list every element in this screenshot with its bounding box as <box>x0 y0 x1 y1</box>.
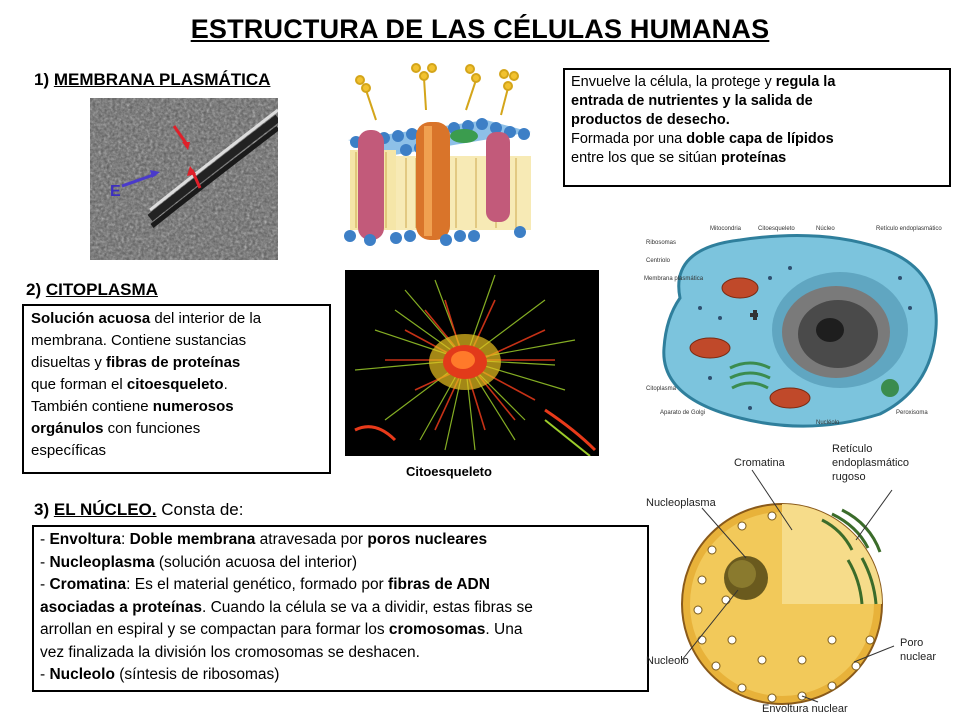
text-line <box>31 418 322 440</box>
label-ribosomas: Ribosomas <box>646 240 677 246</box>
text-run: Formada por una <box>571 131 687 147</box>
label-reticulo-2: endoplasmático <box>832 457 910 469</box>
label-nucleolo: Nucléolo <box>816 420 840 426</box>
text-run: . <box>223 376 228 393</box>
label-golgi: Aparato de Golgi <box>660 410 706 416</box>
membrane-micrograph <box>90 98 278 260</box>
text-line <box>571 111 943 130</box>
text-run: Envuelve la célula, la protege y <box>571 74 776 90</box>
text-run: membrana. Contiene sustancias <box>31 332 247 349</box>
text-line <box>40 619 641 642</box>
label-mitocondria: Mitocondria <box>710 226 742 232</box>
text-line <box>31 440 322 462</box>
label-poro-2: nuclear <box>900 651 937 663</box>
bold-text-run: Nucleoplasma <box>49 553 155 571</box>
bold-text-run: productos de desecho. <box>571 112 730 128</box>
text-run: específicas <box>31 442 107 459</box>
text-line <box>31 374 322 396</box>
text-line <box>571 92 943 111</box>
nucleo-number: 3) <box>34 500 50 519</box>
nucleo-heading <box>34 500 243 520</box>
text-run: : <box>120 531 130 548</box>
text-run: - <box>40 531 50 548</box>
nucleo-title-suffix: Consta de: <box>161 500 244 519</box>
text-run: entre los que se sitúan <box>571 150 721 166</box>
bold-text-run: Cromatina <box>49 576 127 593</box>
text-line <box>571 73 943 92</box>
membrana-title: MEMBRANA PLASMÁTICA <box>53 70 271 89</box>
text-run: - <box>40 553 50 571</box>
text-run: - <box>40 576 50 593</box>
text-run: También contiene <box>31 398 153 415</box>
nucleo-description-box <box>32 525 649 692</box>
bold-text-run: cromosomas <box>388 621 486 638</box>
text-run: que forman el <box>31 376 127 393</box>
label-envoltura: Envoltura nuclear <box>762 703 848 715</box>
text-line <box>571 130 943 149</box>
bold-text-run: doble capa de lípidos <box>686 131 834 147</box>
label-cromatina: Cromatina <box>734 457 785 469</box>
bold-text-run: asociadas a proteínas <box>40 598 202 616</box>
page-title: ESTRUCTURA DE LAS CÉLULAS HUMANAS <box>190 14 770 44</box>
label-nucleoplasma: Nucleoplasma <box>646 497 716 509</box>
nucleo-title: EL NÚCLEO. <box>53 500 157 519</box>
membrana-heading <box>34 70 270 90</box>
nucleus-diagram <box>642 440 958 716</box>
bold-text-run: Nucleolo <box>49 666 115 683</box>
animal-cell-diagram <box>640 218 954 442</box>
label-reticulo-1: Retículo <box>832 443 873 455</box>
citoplasma-description-box <box>22 304 331 474</box>
text-run: (síntesis de ribosomas) <box>114 666 280 683</box>
text-line <box>40 574 641 597</box>
text-run: arrollan en espiral y se compactan para formar los <box>40 621 389 638</box>
label-citoplasma: Citoplasma <box>646 386 677 392</box>
bold-text-run: Solución acuosa <box>31 310 151 327</box>
cytoskeleton-fluorescence-image <box>345 270 599 456</box>
bold-text-run: regula la <box>775 74 836 90</box>
text-run: (solución acuosa del interior) <box>154 553 358 571</box>
label-nucleo: Núcleo <box>816 226 835 232</box>
cytoskeleton-caption: Citoesqueleto <box>406 464 492 479</box>
text-run: . Una <box>485 621 523 638</box>
text-line <box>40 642 641 665</box>
text-line <box>31 330 322 352</box>
text-line <box>40 529 641 552</box>
bold-text-run: citoesqueleto <box>126 376 224 393</box>
membrane-bilayer-illustration <box>336 60 536 250</box>
label-peroxisoma: Peroxisoma <box>896 410 928 416</box>
bold-text-run: numerosos <box>152 398 234 415</box>
micrograph-label: E <box>110 183 121 200</box>
label-reticulo: Retículo endoplasmático <box>876 226 942 232</box>
bold-text-run: fibras de ADN <box>388 576 490 593</box>
text-run: con funciones <box>103 420 201 437</box>
label-citoesqueleto: Citoesqueleto <box>758 226 795 232</box>
bold-text-run: entrada de nutrientes y la salida de <box>571 93 813 109</box>
text-run: atravesada por <box>255 531 368 548</box>
text-line <box>40 552 641 575</box>
text-line <box>31 308 322 330</box>
label-membrana: Membrana plasmática <box>644 276 704 282</box>
label-poro-1: Poro <box>900 637 924 649</box>
text-line <box>40 597 641 620</box>
membrana-description-box <box>563 68 951 187</box>
bold-text-run: Envoltura <box>49 531 121 548</box>
bold-text-run: orgánulos <box>31 420 104 437</box>
citoplasma-heading <box>26 280 158 300</box>
label-centriolo: Centriolo <box>646 258 671 264</box>
text-line <box>31 352 322 374</box>
bold-text-run: poros nucleares <box>367 531 488 548</box>
label-nucleolo: Nucleolo <box>646 655 689 667</box>
text-run: vez finalizada la división los cromosomas se deshacen. <box>40 643 420 661</box>
text-line <box>571 149 943 168</box>
text-run: disueltas y <box>31 354 107 371</box>
label-reticulo-3: rugoso <box>832 471 866 483</box>
text-run: . Cuando la célula se va a dividir, estas fibras se <box>201 598 533 616</box>
text-run: del interior de la <box>150 310 262 327</box>
bold-text-run: fibras de proteínas <box>106 354 241 371</box>
citoplasma-number: 2) <box>26 280 42 299</box>
text-line <box>31 396 322 418</box>
text-run: - <box>40 666 50 683</box>
bold-text-run: proteínas <box>720 150 787 166</box>
text-line <box>40 664 641 687</box>
citoplasma-title: CITOPLASMA <box>45 280 158 299</box>
text-run: : Es el material genético, formado por <box>126 576 389 593</box>
membrana-number: 1) <box>34 70 50 89</box>
bold-text-run: Doble membrana <box>129 531 256 548</box>
